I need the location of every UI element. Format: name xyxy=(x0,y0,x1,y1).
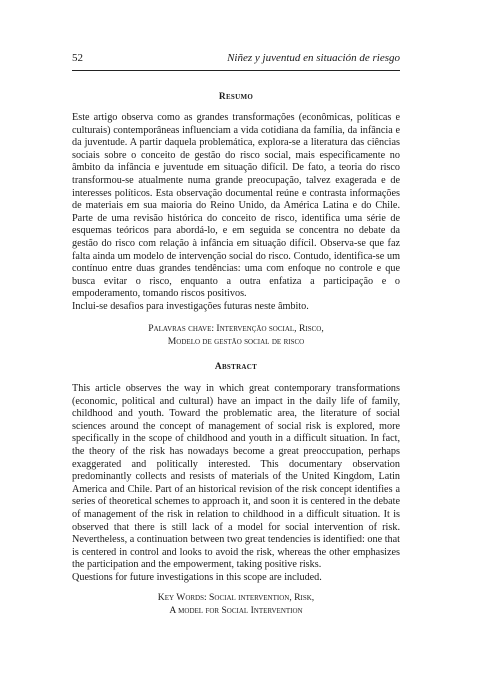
resumo-heading: Resumo xyxy=(218,92,254,102)
abstract-heading: Abstract xyxy=(214,362,258,372)
resumo-body: Este artigo observa como as grandes transformações (econômicas, políticas e culturais) contemporâneas influenciam a vida cotidiana da família, da infância e da juventude. A partir daquela problemática, explora-se a literatura das ciências sociais sobre o conceito de gestão do risco social, mais especificamente no âmbito da infância e juventude em situação difícil. De fato, a teoria do risco transformou-se atualmente numa grande preocupação, talvez exagerada e de interesses políticos. Esta observação documental reúne e contrasta informações de materiais em sua maioria do Reino Unido, da América Latina e do Chile. Parte de uma revisão histórica do conceito de risco, identifica uma série de esquemas teóricos para abordá-lo, e em seguida se concentra no debate da gestão do risco com relação à infância em situação difícil. Observa-se que faz falta ainda um modelo de intervenção social do risco. Contudo, identifica-se um contínuo entre duas grandes tendências: uma com enfoque no controle e que busca evitar o risco, enquanto a outra enfatiza a participação e o empoderamento, tomando riscos positivos. xyxy=(72,112,400,300)
resumo-paragraph xyxy=(72,112,400,314)
running-header xyxy=(72,52,400,65)
abstract-keywords-line-1: Key Words: Social intervention, Risk, xyxy=(157,592,315,603)
header-rule xyxy=(72,70,400,71)
running-title: Niñez y juventud en situación de riesgo xyxy=(227,52,400,64)
page-number: 52 xyxy=(72,52,83,64)
resumo-keywords-line-2: Modelo de gestão social de risco xyxy=(167,336,305,347)
abstract-paragraph xyxy=(72,383,400,585)
resumo-keywords-line-1: Palavras chave: Intervenção social, Risco, xyxy=(148,323,324,334)
resumo-closing-line: Inclui-se desafios para investigações futuras neste âmbito. xyxy=(72,300,309,312)
abstract-keywords xyxy=(72,591,400,617)
resumo-keywords xyxy=(72,322,400,348)
abstract-keywords-line-2: A model for Social Intervention xyxy=(169,605,303,616)
abstract-closing-line: Questions for future investigations in this scope are included. xyxy=(72,571,322,583)
abstract-body: This article observes the way in which great contemporary transformations (economic, political and cultural) have an impact in the daily life of family, childhood and youth. Toward the problematic area, the literature of social sciences around the concept of management of social risk is explored, more specifically in the scope of childhood and youth in a difficult situation. In fact, the theory of the risk has nowadays become a great preoccupation, perhaps exaggerated and politically interested. This documentary observation predominantly collects and resists of materials of the United Kingdom, Latin America and Chile. Part of an historical revision of the risk concept identifies a series of theoretical schemes to approach it, and soon it is centered in the debate of management of the risk in relation to childhood in a difficult situation. It is observed that there is still lack of a model for social intervention of risk. Nevertheless, a continuation between two great tendencies is identified: one that is centered in control and looks to avoid the risk, whereas the other emphasizes the participation and the empowerment, taking positive risks. xyxy=(72,383,400,571)
